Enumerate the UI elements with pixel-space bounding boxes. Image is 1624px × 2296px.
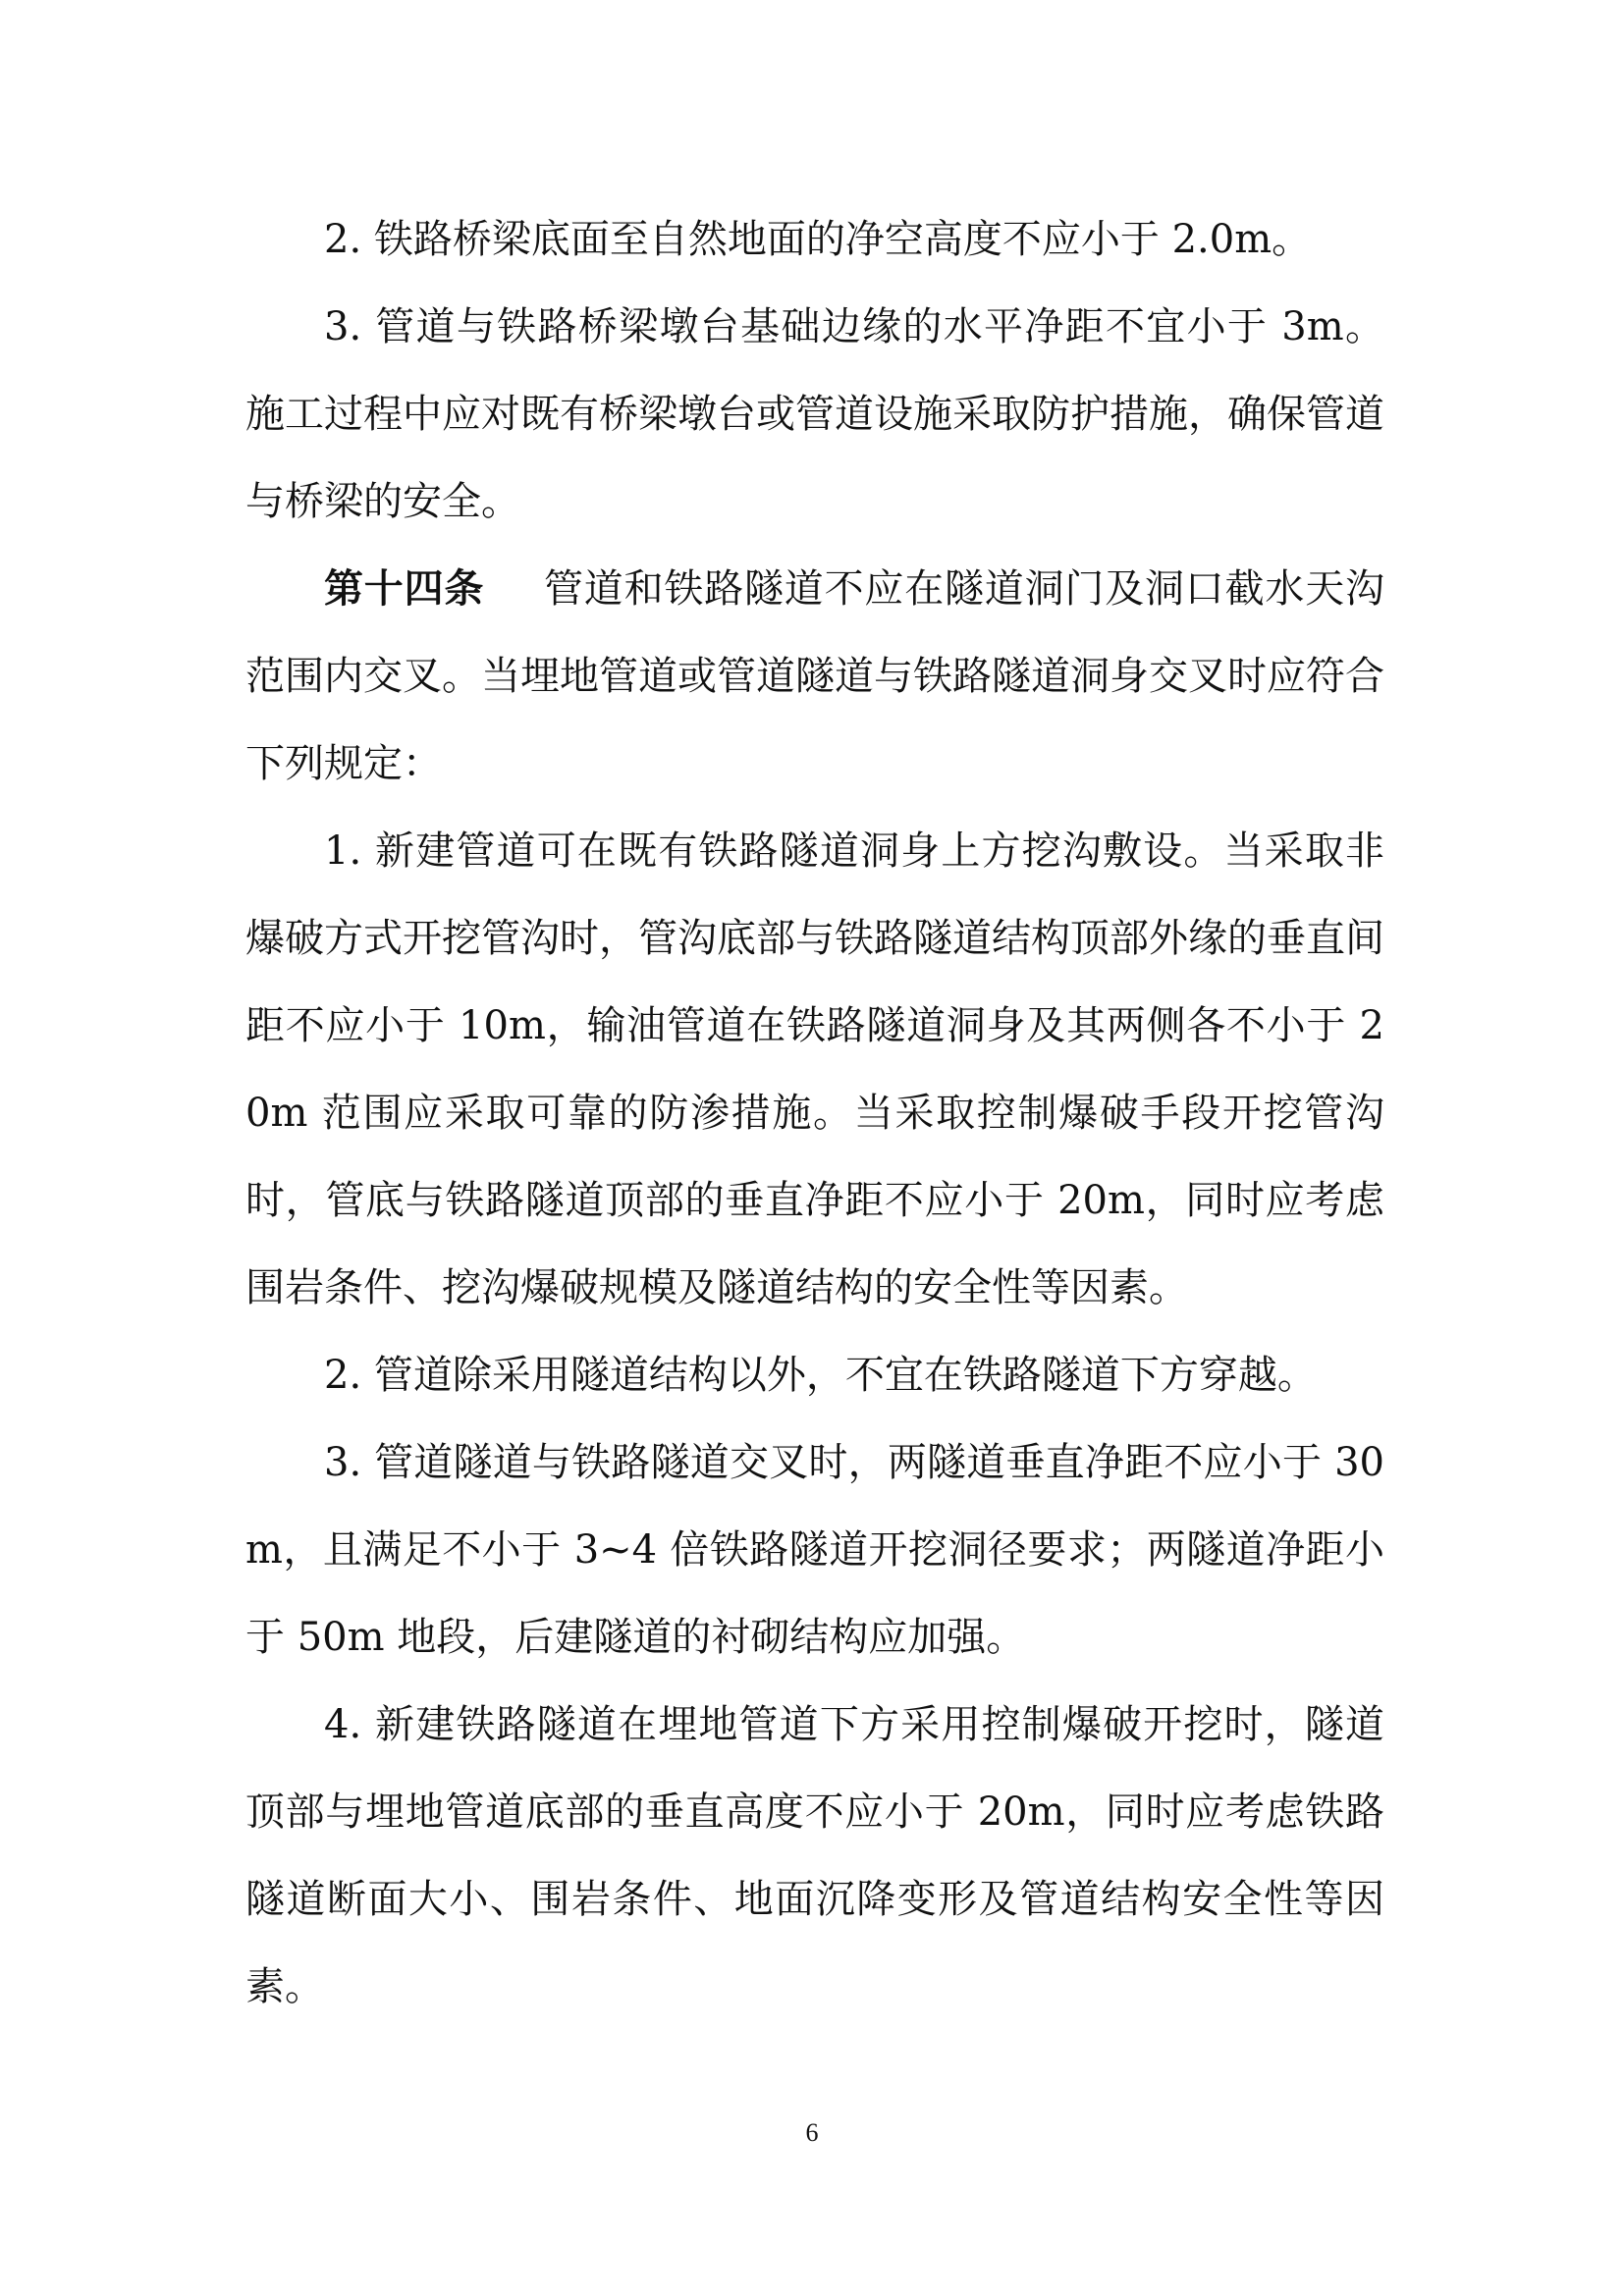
paragraph-text: 1. 新建管道可在既有铁路隧道洞身上方挖沟敷设。当采取非爆破方式开挖管沟时，管沟底部与铁路隧道结构顶部外缘的垂直间距不应小于 10m，输油管道在铁路隧道洞身及其两侧各不小于 20m 范围应采取可靠的防渗措施。当采取控制爆破手段开挖管沟时，管底与铁路隧道顶部的垂直净距不应小于 20m，同时应考虑围岩条件、挖沟爆破规模及隧道结构的安全性等因素。 — [245, 828, 1384, 1310]
paragraph-text: 2. 管道除采用隧道结构以外，不宜在铁路隧道下方穿越。 — [324, 1353, 1317, 1398]
clause-3-bridge-pier-distance — [245, 284, 1384, 546]
paragraph-text: 2. 铁路桥梁底面至自然地面的净空高度不应小于 2.0m。 — [324, 217, 1312, 262]
paragraph-text: 4. 新建铁路隧道在埋地管道下方采用控制爆破开挖时，隧道顶部与埋地管道底部的垂直高度不应小于 20m，同时应考虑铁路隧道断面大小、围岩条件、地面沉降变形及管道结构安全性等因素。 — [245, 1702, 1384, 2009]
document-page — [245, 196, 1384, 2031]
clause-4-new-railway-tunnel — [245, 1682, 1384, 2031]
paragraph-text: 3. 管道隧道与铁路隧道交叉时，两隧道垂直净距不应小于 30m，且满足不小于 3~4 倍铁路隧道开挖洞径要求；两隧道净距小于 50m 地段，后建隧道的衬砌结构应加强。 — [245, 1440, 1384, 1660]
clause-2-below-tunnel — [245, 1332, 1384, 1419]
article-14 — [245, 546, 1384, 808]
page-number: 6 — [805, 2118, 819, 2147]
clause-1-trench-above-tunnel — [245, 808, 1384, 1332]
clause-3-tunnel-crossing — [245, 1419, 1384, 1682]
paragraph-text: 管道和铁路隧道不应在隧道洞门及洞口截水天沟范围内交叉。当埋地管道或管道隧道与铁路隧道洞身交叉时应符合下列规定： — [245, 566, 1385, 786]
clause-2-bridge-clearance — [245, 196, 1384, 284]
article-heading: 第十四条 — [324, 566, 485, 612]
paragraph-text: 3. 管道与铁路桥梁墩台基础边缘的水平净距不宜小于 3m。施工过程中应对既有桥梁墩台或管道设施采取防护措施，确保管道与桥梁的安全。 — [245, 304, 1384, 524]
